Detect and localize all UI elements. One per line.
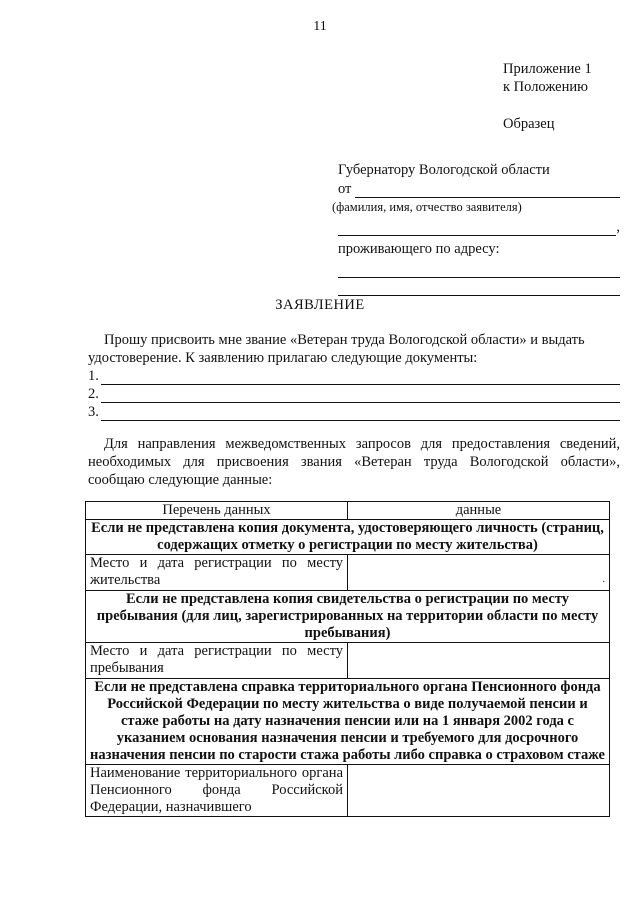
item-number: 1. <box>88 368 99 384</box>
request-line-2: удостоверение. К заявлению прилагаю следующие документы: <box>88 350 478 366</box>
document-item-2-line[interactable] <box>101 389 620 403</box>
address-label-row <box>338 236 620 258</box>
comma: , <box>616 219 620 235</box>
name-caption: (фамилия, имя, отчество заявителя) <box>332 200 522 214</box>
table-row <box>86 765 610 817</box>
section-identity-document: Если не представлена копия документа, удостоверяющего личность (страниц, содержащих отметку о регистрации по месту жительства) <box>86 520 610 555</box>
row-label-pension-office: Наименование территориального органа Пенсионного фонда Российской Федерации, назначившего <box>86 765 348 817</box>
document-item-1 <box>88 367 620 385</box>
header-data: данные <box>348 502 610 520</box>
name-continuation-row <box>338 217 620 236</box>
page-number: 11 <box>313 19 327 34</box>
document-item-2 <box>88 385 620 403</box>
addressee-block <box>332 160 620 296</box>
row-label-stay: Место и дата регистрации по месту пребывания <box>86 643 348 679</box>
applicant-name-line[interactable] <box>355 184 620 198</box>
table-row <box>86 643 610 679</box>
request-paragraph <box>88 331 620 421</box>
addressee-to-text: Губернатору Вологодской области <box>338 162 550 178</box>
section-pension-certificate: Если не представлена справка территориального органа Пенсионного фонда Российской Федерации по месту жительства о виде получаемой пенсии и стаже работы на дату назначения пенсии или на 1 января 2002 года с указанием основания назначения пенсии и требуемого для досрочного назначения пенсии по старости стажа работы либо справка о страховом стаже <box>86 679 610 765</box>
item-number: 2. <box>88 386 99 402</box>
appendix-line-2: к Положению <box>503 79 588 95</box>
from-row <box>338 179 620 198</box>
item-number: 3. <box>88 404 99 420</box>
address-line-1[interactable] <box>338 264 620 278</box>
header-list: Перечень данных <box>86 502 348 520</box>
document-item-3 <box>88 403 620 421</box>
stray-mark: . <box>602 574 605 585</box>
sample-label: Образец <box>503 116 555 132</box>
applicant-name-line-2[interactable] <box>338 222 616 236</box>
document-item-3-line[interactable] <box>101 407 620 421</box>
section-row-pension <box>86 679 610 765</box>
request-line-1: Прошу присвоить мне звание «Ветеран труда Вологодской области» и выдать <box>104 332 585 348</box>
info-paragraph <box>88 435 620 489</box>
table-row <box>86 555 610 591</box>
row-value-stay[interactable] <box>348 643 610 679</box>
info-text: Для направления межведомственных запросов для предоставления сведений, необходимых для присвоения звания «Ветеран труда Вологодской области», сообщаю следующие данные: <box>88 436 620 488</box>
document-item-1-line[interactable] <box>101 371 620 385</box>
address-line-2-row <box>338 278 620 296</box>
row-value-residence[interactable] <box>348 555 610 591</box>
row-value-pension-office[interactable] <box>348 765 610 817</box>
section-row-stay <box>86 591 610 643</box>
address-line-1-row <box>338 258 620 278</box>
document-title: ЗАЯВЛЕНИЕ <box>275 297 365 313</box>
address-label: проживающего по адресу: <box>338 241 500 257</box>
section-stay-certificate: Если не представлена копия свидетельства о регистрации по месту пребывания (для лиц, зарегистрированных на территории области по месту пребывания) <box>86 591 610 643</box>
address-line-2[interactable] <box>338 282 620 296</box>
data-table <box>85 501 610 817</box>
row-label-residence: Место и дата регистрации по месту жительства <box>86 555 348 591</box>
section-row-identity <box>86 520 610 555</box>
table-header-row <box>86 502 610 520</box>
appendix-line-1: Приложение 1 <box>503 61 592 77</box>
appendix-note <box>503 60 633 96</box>
from-label: от <box>338 181 352 197</box>
addressee-to <box>338 160 620 179</box>
